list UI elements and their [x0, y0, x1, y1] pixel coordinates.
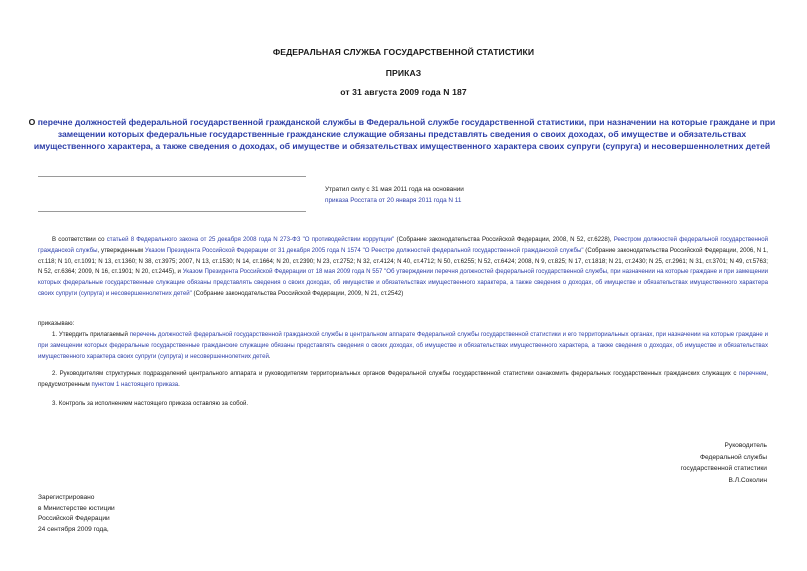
title-link[interactable]: перечне должностей федеральной государственной гражданской службы в Федеральной службе государственной статистики, при назначении на которые граждане и при замещении которых федеральные государственные гражданские служащие обязаны представлять сведения о своих доходах, об имуществе и обязательствах имущественного характера, а также сведения о доходах, об имуществе и обязательствах имущественного характера своих супруги (супруга) и несовершеннолетних детей: [33, 117, 776, 151]
signature-line1: Руководитель: [724, 442, 767, 449]
registration-line1: Зарегистрировано: [38, 494, 95, 501]
item-1-ref-link[interactable]: пунктом 1 настоящего приказа: [91, 380, 179, 388]
divider-bottom: [38, 211, 306, 212]
position-list-link[interactable]: перечень должностей федеральной государственной гражданской службы в центральном аппарате Федеральной службы государственной статистики и его территориальных органах, при назначении на которые граждане и при замещении которых федеральные государственные гражданские служащие обязаны представлять сведения о своих доходах, об имуществе и обязательствах имущественного характера, а также сведения о доходах, об имуществе и обязательствах имущественного характера своих супруги (супруга) и несовершеннолетних детей: [38, 331, 769, 360]
title-prefix: О: [28, 117, 38, 127]
doc-title: [22, 116, 782, 152]
registration-block: [38, 493, 115, 535]
registry-link[interactable]: Реестром должностей федеральной государственной гражданской службы: [38, 236, 768, 254]
decree-557-link[interactable]: Указом Президента Российской Федерации от 18 мая 2009 года N 557 "Об утверждении перечня должностей федеральной государственной службы, при назначении на которые граждане и при замещении которых федеральные государственные служащие обязаны представлять сведения о своих доходах, об имуществе и обязательствах имущественного характера, а также сведения о доходах, об имуществе и обязательствах имущественного характера своих супруги (супруга) и несовершеннолетних детей": [38, 268, 769, 297]
list-link[interactable]: перечнем: [738, 370, 767, 377]
order-word: приказываю:: [38, 320, 75, 327]
signature-name: В.Л.Соколин: [728, 476, 767, 484]
agency-name: ФЕДЕРАЛЬНАЯ СЛУЖБА ГОСУДАРСТВЕННОЙ СТАТИСТИКИ: [272, 47, 535, 57]
signature-block: [681, 440, 767, 486]
expiry-note-link[interactable]: приказа Росстата от 20 января 2011 года N 11: [325, 197, 462, 204]
signature-line2: Федеральной службы: [699, 453, 767, 461]
registration-line3: Российской Федерации: [38, 515, 110, 522]
item-1: 1. Утвердить прилагаемый перечень должностей федеральной государственной гражданской службы в центральном аппарате Федеральной службы государственной статистики и его территориальных органах, при назначении на которые граждане и при замещении которых федеральные государственные гражданские служащие обязаны представлять сведения о своих доходах, об имуществе и обязательствах имущественного характера, а также сведения о доходах, об имуществе и обязательствах имущественного характера своих супруги (супруга) и несовершеннолетних детей.: [38, 331, 769, 360]
doc-date-number: от 31 августа 2009 года N 187: [340, 87, 467, 97]
signature-line3: государственной статистики: [680, 465, 767, 472]
divider-top: [38, 176, 306, 177]
law-273-link[interactable]: статьей 8 Федерального закона от 25 декабря 2008 года N 273-ФЗ "О противодействии коррупции": [106, 236, 395, 243]
decree-1574-link[interactable]: Указом Президента Российской Федерации от 31 декабря 2005 года N 1574 "О Реестре должностей федеральной государственной гражданской службы": [144, 246, 584, 254]
expiry-note-line1: Утратил силу с 31 мая 2011 года на основании: [325, 186, 464, 193]
registration-line4: 24 сентября 2009 года,: [38, 525, 109, 533]
item-2: 2. Руководителям структурных подразделений центрального аппарата и руководителям территориальных органов Федеральной службы государственной статистики ознакомить федеральных государственных гражданских служащих с перечнем, предусмотренным пунктом 1 настоящего приказа.: [38, 370, 768, 388]
item-3: 3. Контроль за исполнением настоящего приказа оставляю за собой.: [52, 400, 249, 407]
registration-line2: в Министерстве юстиции: [38, 504, 115, 512]
preamble-paragraph: В соответствии со статьей 8 Федерального закона от 25 декабря 2008 года N 273-ФЗ "О противодействии коррупции" (Собрание законодательства Российской Федерации, 2008, N 52, ст.6228), Реестром должностей федеральной государственной гражданской службы, утвержденным Указом Президента Российской Федерации от 31 декабря 2005 года N 1574 "О Реестре должностей федеральной государственной гражданской службы" (Собрание законодательства Российской Федерации, 2006, N 1, ст.118; N 10, ст.1091; N 13, ст.1360; N 38, ст.3975; 2007, N 13, ст.1530; N 14, ст.1664; N 20, ст.2390; N 23, ст.2752; N 32, ст.4124; N 40, ст.4712; N 50, ст.6255; N 52, ст.6424; 2008, N 9, ст.825; N 17, ст.1818; N 21, ст.2430; N 25, ст.2961; N 31, ст.3701; N 49, ст.5763; N 52, ст.6364; 2009, N 16, ст.1901; N 20, ст.2445), и Указом Президента Российской Федерации от 18 мая 2009 года N 557 "Об утверждении перечня должностей федеральной государственной службы, при назначении на которые граждане и при замещении которых федеральные государственные служащие обязаны представлять сведения о своих доходах, об имуществе и обязательствах имущественного характера, а также сведения о доходах, об имуществе и обязательствах имущественного характера своих супруги (супруга) и несовершеннолетних детей" (Собрание законодательства Российской Федерации, 2009, N 21, ст.2542): [38, 236, 769, 297]
doc-type: ПРИКАЗ: [385, 68, 422, 78]
